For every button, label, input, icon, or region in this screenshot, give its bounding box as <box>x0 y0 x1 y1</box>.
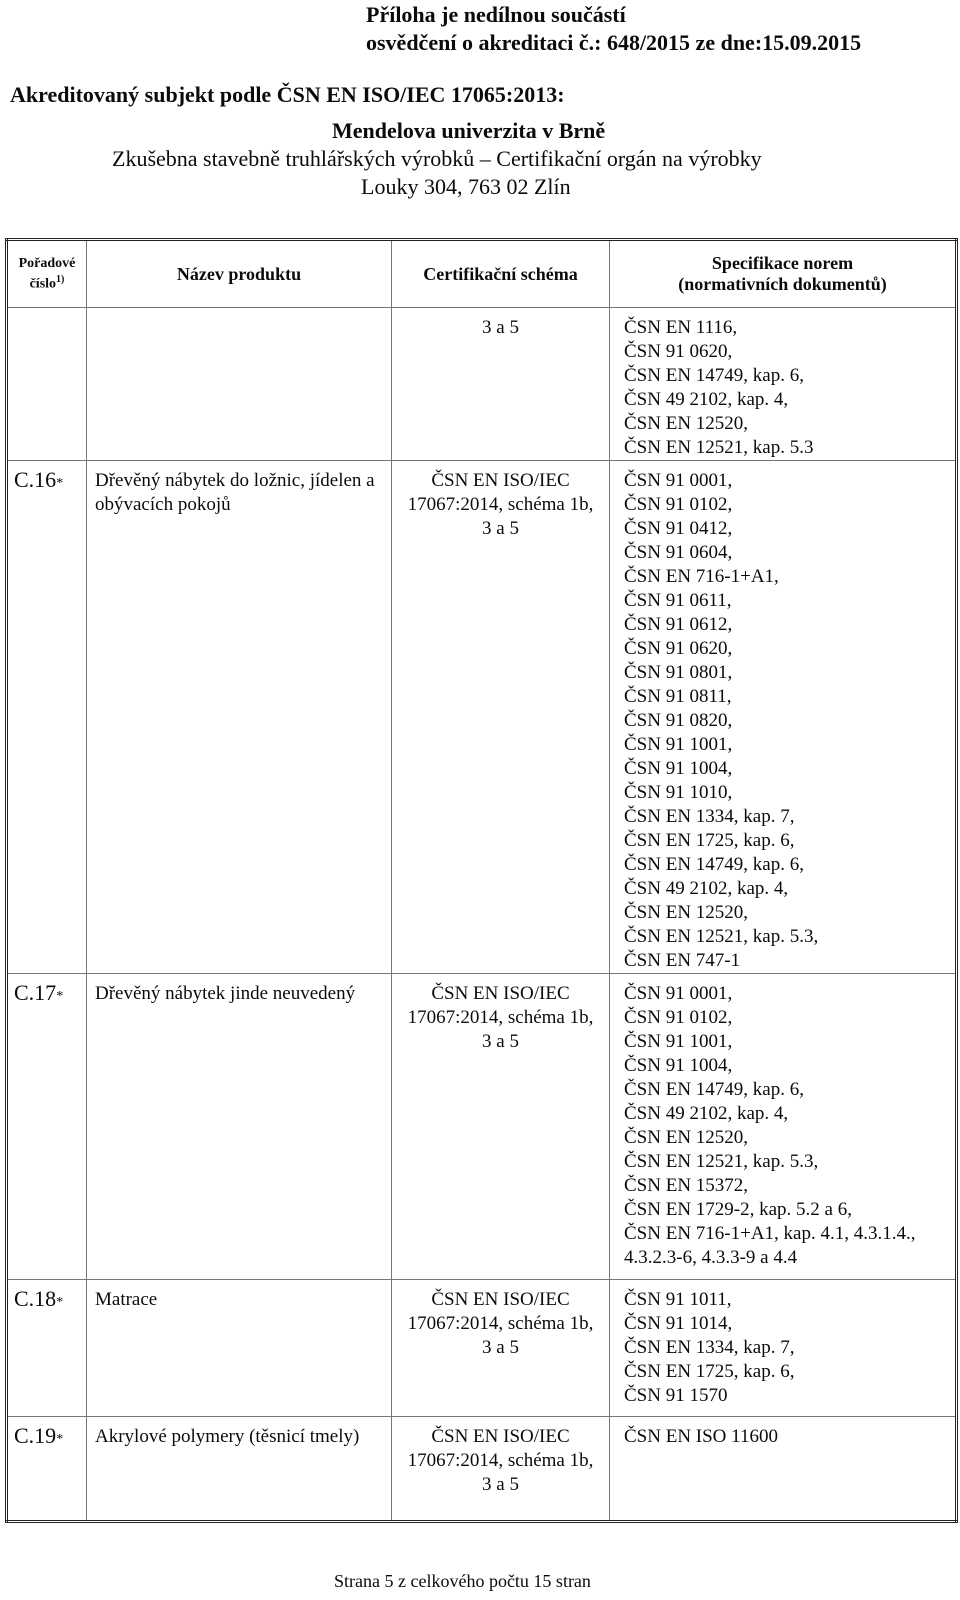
scheme-line: 3 a 5 <box>482 317 519 338</box>
norm-item: ČSN 91 0811, <box>624 686 732 707</box>
table-row <box>7 1417 957 1522</box>
norm-item: ČSN EN 12521, kap. 5.3, <box>624 1151 819 1172</box>
norm-item: ČSN 91 0801, <box>624 662 733 683</box>
scheme-line: ČSN EN ISO/IEC <box>431 1289 570 1310</box>
norm-item: ČSN 91 1001, <box>624 1031 733 1052</box>
norm-item: ČSN EN 1334, kap. 7, <box>624 1337 795 1358</box>
norm-item: ČSN EN 1116, <box>624 317 738 338</box>
row-order-number <box>7 461 87 974</box>
norm-item: ČSN EN 1729-2, kap. 5.2 a 6, <box>624 1199 852 1220</box>
header-certification-scheme: Certifikační schéma <box>392 240 610 308</box>
scheme-line: 3 a 5 <box>482 1337 519 1358</box>
norm-item: ČSN 49 2102, kap. 4, <box>624 878 789 899</box>
certification-table <box>5 238 958 1523</box>
row-number-text: C.16 <box>14 467 57 492</box>
norm-item: ČSN 91 0620, <box>624 638 733 659</box>
norm-item: ČSN 91 0604, <box>624 542 733 563</box>
row-order-number <box>7 1280 87 1417</box>
scheme-line: 17067:2014, schéma 1b, <box>407 1007 594 1028</box>
row-certification-scheme <box>392 461 610 974</box>
norm-item: ČSN EN 747-1 <box>624 950 741 971</box>
norm-item: ČSN EN 12520, <box>624 1127 749 1148</box>
row-order-number <box>7 308 87 461</box>
row-order-number <box>7 974 87 1280</box>
row-certification-scheme <box>392 308 610 461</box>
footnote-marker: 1) <box>56 273 65 285</box>
row-norm-list <box>610 1417 957 1522</box>
norm-item: ČSN EN 14749, kap. 6, <box>624 854 804 875</box>
norm-item: ČSN EN 12521, kap. 5.3, <box>624 926 819 947</box>
scheme-line: ČSN EN ISO/IEC <box>431 470 570 491</box>
row-product-name: Matrace <box>87 1280 392 1417</box>
row-order-number <box>7 1417 87 1522</box>
page-footer: Strana 5 z celkového počtu 15 stran <box>334 1571 591 1591</box>
table-row <box>7 461 957 974</box>
header-norm-line2: (normativních dokumentů) <box>678 274 887 294</box>
university-name: Mendelova univerzita v Brně <box>332 118 606 143</box>
norm-item: ČSN 91 1010, <box>624 782 733 803</box>
norm-item: ČSN EN 14749, kap. 6, <box>624 1079 804 1100</box>
norm-item: ČSN EN 12520, <box>624 413 749 434</box>
row-number-text: C.18 <box>14 1286 57 1311</box>
table-row <box>7 974 957 1280</box>
norm-item: ČSN 91 1001, <box>624 734 733 755</box>
norm-item: ČSN EN 716-1+A1, <box>624 566 779 587</box>
norm-item: ČSN 91 0412, <box>624 518 733 539</box>
norm-item: ČSN 91 0001, <box>624 470 733 491</box>
norm-item: ČSN 91 1014, <box>624 1313 733 1334</box>
table-row <box>7 1280 957 1417</box>
asterisk-marker: * <box>56 1295 64 1310</box>
norm-item: ČSN 49 2102, kap. 4, <box>624 389 789 410</box>
norm-item: ČSN 91 0102, <box>624 1007 733 1028</box>
norm-item: ČSN EN 1334, kap. 7, <box>624 806 795 827</box>
header-order-number <box>7 240 87 308</box>
asterisk-marker: * <box>56 989 64 1004</box>
table-header-row <box>7 240 957 308</box>
scheme-line: 3 a 5 <box>482 1031 519 1052</box>
norm-item: ČSN 91 1570 <box>624 1385 728 1406</box>
norm-item: ČSN 49 2102, kap. 4, <box>624 1103 789 1124</box>
scheme-line: 3 a 5 <box>482 1474 519 1495</box>
header-order-number-line1: Pořadové <box>18 255 76 271</box>
row-product-name <box>87 308 392 461</box>
row-number-text: C.17 <box>14 980 57 1005</box>
norm-item: ČSN EN 14749, kap. 6, <box>624 365 804 386</box>
asterisk-marker: * <box>56 1432 64 1447</box>
lab-name: Zkušebna stavebně truhlářských výrobků – Certifikační orgán na výrobky <box>112 146 762 171</box>
norm-item: ČSN 91 0612, <box>624 614 733 635</box>
row-number-text: C.19 <box>14 1423 57 1448</box>
row-certification-scheme <box>392 1417 610 1522</box>
header-norm-specification <box>610 240 957 308</box>
header-norm-line1: Specifikace norem <box>711 253 854 273</box>
row-product-name: Dřevěný nábytek jinde neuvedený <box>87 974 392 1280</box>
row-norm-list <box>610 1280 957 1417</box>
norm-item: ČSN EN 1725, kap. 6, <box>624 1361 795 1382</box>
scheme-line: ČSN EN ISO/IEC <box>431 1426 570 1447</box>
annex-note-line1: Příloha je nedílnou součástí <box>366 2 626 27</box>
scheme-line: 17067:2014, schéma 1b, <box>407 1450 594 1471</box>
norm-item: ČSN 91 1004, <box>624 1055 733 1076</box>
scheme-line: 17067:2014, schéma 1b, <box>407 1313 594 1334</box>
norm-item: ČSN EN 716-1+A1, kap. 4.1, 4.3.1.4., <box>624 1223 916 1244</box>
accredited-subject-heading: Akreditovaný subjekt podle ČSN EN ISO/IEC 17065:2013: <box>10 82 565 107</box>
norm-item: ČSN 91 0611, <box>624 590 732 611</box>
norm-item: ČSN 91 1004, <box>624 758 733 779</box>
row-certification-scheme <box>392 974 610 1280</box>
row-certification-scheme <box>392 1280 610 1417</box>
lab-address: Louky 304, 763 02 Zlín <box>361 174 571 199</box>
annex-note-line2: osvědčení o akreditaci č.: 648/2015 ze dne:15.09.2015 <box>366 30 862 55</box>
row-product-name: Akrylové polymery (těsnicí tmely) <box>87 1417 392 1522</box>
norm-item: ČSN 91 0820, <box>624 710 733 731</box>
norm-item: ČSN 91 0102, <box>624 494 733 515</box>
table-row <box>7 308 957 461</box>
asterisk-marker: * <box>56 476 64 491</box>
scheme-line: ČSN EN ISO/IEC <box>431 983 570 1004</box>
norm-item: ČSN 91 0620, <box>624 341 733 362</box>
norm-item: ČSN EN 1725, kap. 6, <box>624 830 795 851</box>
row-norm-list <box>610 974 957 1280</box>
scheme-line: 3 a 5 <box>482 518 519 539</box>
row-norm-list <box>610 461 957 974</box>
norm-item: 4.3.2.3-6, 4.3.3-9 a 4.4 <box>624 1247 798 1268</box>
norm-item: ČSN EN 12521, kap. 5.3 <box>624 437 814 458</box>
norm-item: ČSN EN 15372, <box>624 1175 749 1196</box>
header-product-name: Název produktu <box>87 240 392 308</box>
norm-item: ČSN 91 1011, <box>624 1289 732 1310</box>
norm-item: ČSN 91 0001, <box>624 983 733 1004</box>
row-product-name: Dřevěný nábytek do ložnic, jídelen a obývacích pokojů <box>87 461 392 974</box>
norm-item: ČSN EN ISO 11600 <box>624 1426 778 1447</box>
row-norm-list <box>610 308 957 461</box>
header-order-number-line2: číslo <box>29 276 57 292</box>
norm-item: ČSN EN 12520, <box>624 902 749 923</box>
scheme-line: 17067:2014, schéma 1b, <box>407 494 594 515</box>
